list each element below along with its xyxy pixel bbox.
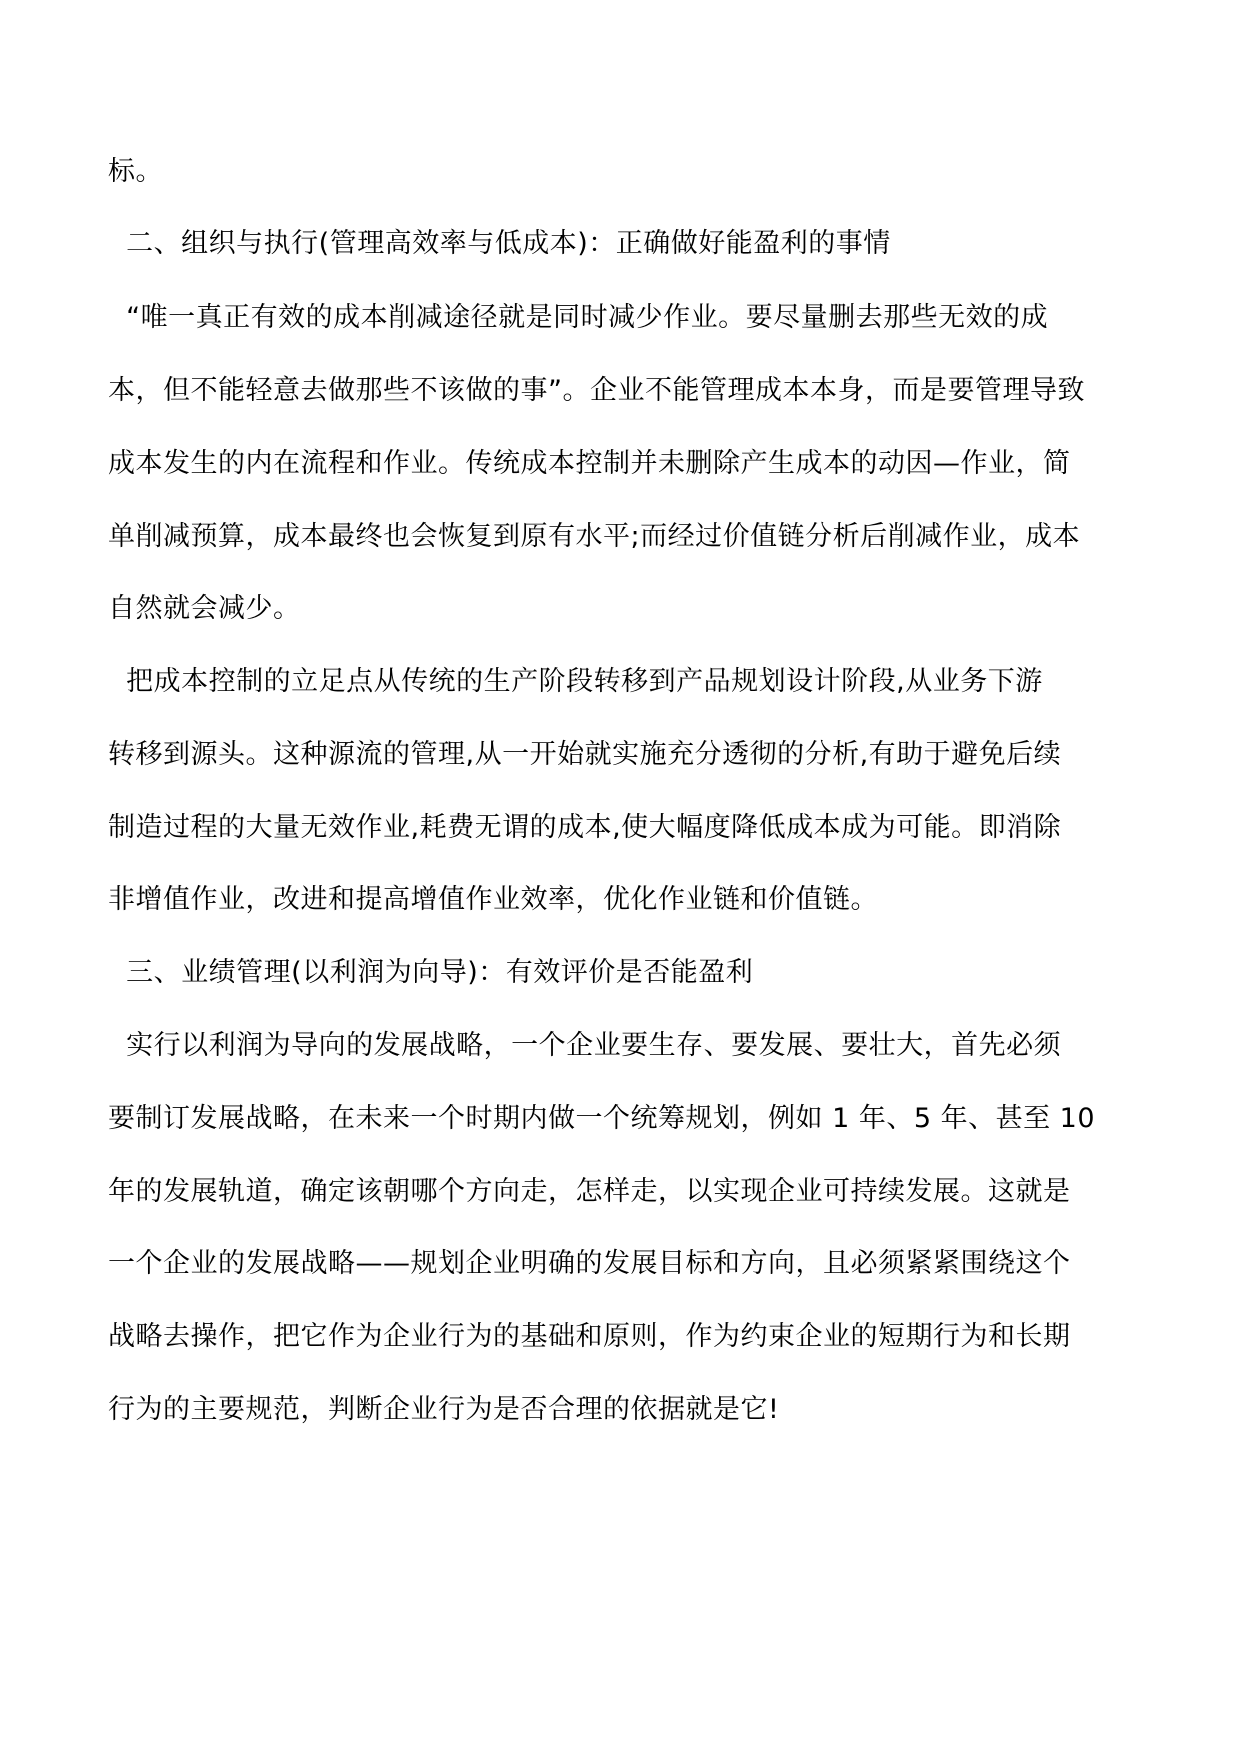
paragraph-line: “唯一真正有效的成本削减途径就是同时减少作业。要尽量删去那些无效的成 [108, 302, 1049, 333]
paragraph-line: 非增值作业，改进和提高增值作业效率，优化作业链和价值链。 [108, 884, 878, 915]
paragraph-line: 年的发展轨道，确定该朝哪个方向走，怎样走，以实现企业可持续发展。这就是 [108, 1176, 1071, 1207]
paragraph-line: 自然就会减少。 [108, 593, 301, 624]
paragraph-line: 要制订发展战略，在未来一个时期内做一个统筹规划，例如 1 年、5 年、甚至 10 [108, 1103, 1096, 1134]
paragraph-line: 行为的主要规范，判断企业行为是否合理的依据就是它! [108, 1394, 780, 1425]
paragraph-line: 标。 [108, 156, 163, 187]
paragraph-line: 一个企业的发展战略——规划企业明确的发展目标和方向，且必须紧紧围绕这个 [108, 1248, 1071, 1279]
paragraph-line: 把成本控制的立足点从传统的生产阶段转移到产品规划设计阶段,从业务下游 [108, 666, 1043, 697]
paragraph-line: 成本发生的内在流程和作业。传统成本控制并未删除产生成本的动因—作业，简 [108, 448, 1071, 479]
paragraph-line: 本，但不能轻意去做那些不该做的事”。企业不能管理成本本身，而是要管理导致 [108, 375, 1085, 406]
paragraph-line: 战略去操作，把它作为企业行为的基础和原则，作为约束企业的短期行为和长期 [108, 1321, 1071, 1352]
paragraph-line: 实行以利润为导向的发展战略，一个企业要生存、要发展、要壮大，首先必须 [108, 1030, 1062, 1061]
paragraph-line: 单削减预算，成本最终也会恢复到原有水平;而经过价值链分析后削减作业，成本 [108, 521, 1081, 552]
paragraph-line: 制造过程的大量无效作业,耗费无谓的成本,使大幅度降低成本成为可能。即消除 [108, 812, 1062, 843]
section-heading: 二、组织与执行(管理高效率与低成本)：正确做好能盈利的事情 [108, 228, 891, 259]
section-heading: 三、业绩管理(以利润为向导)：有效评价是否能盈利 [108, 957, 754, 988]
paragraph-line: 转移到源头。这种源流的管理,从一开始就实施充分透彻的分析,有助于避免后续 [108, 739, 1062, 770]
